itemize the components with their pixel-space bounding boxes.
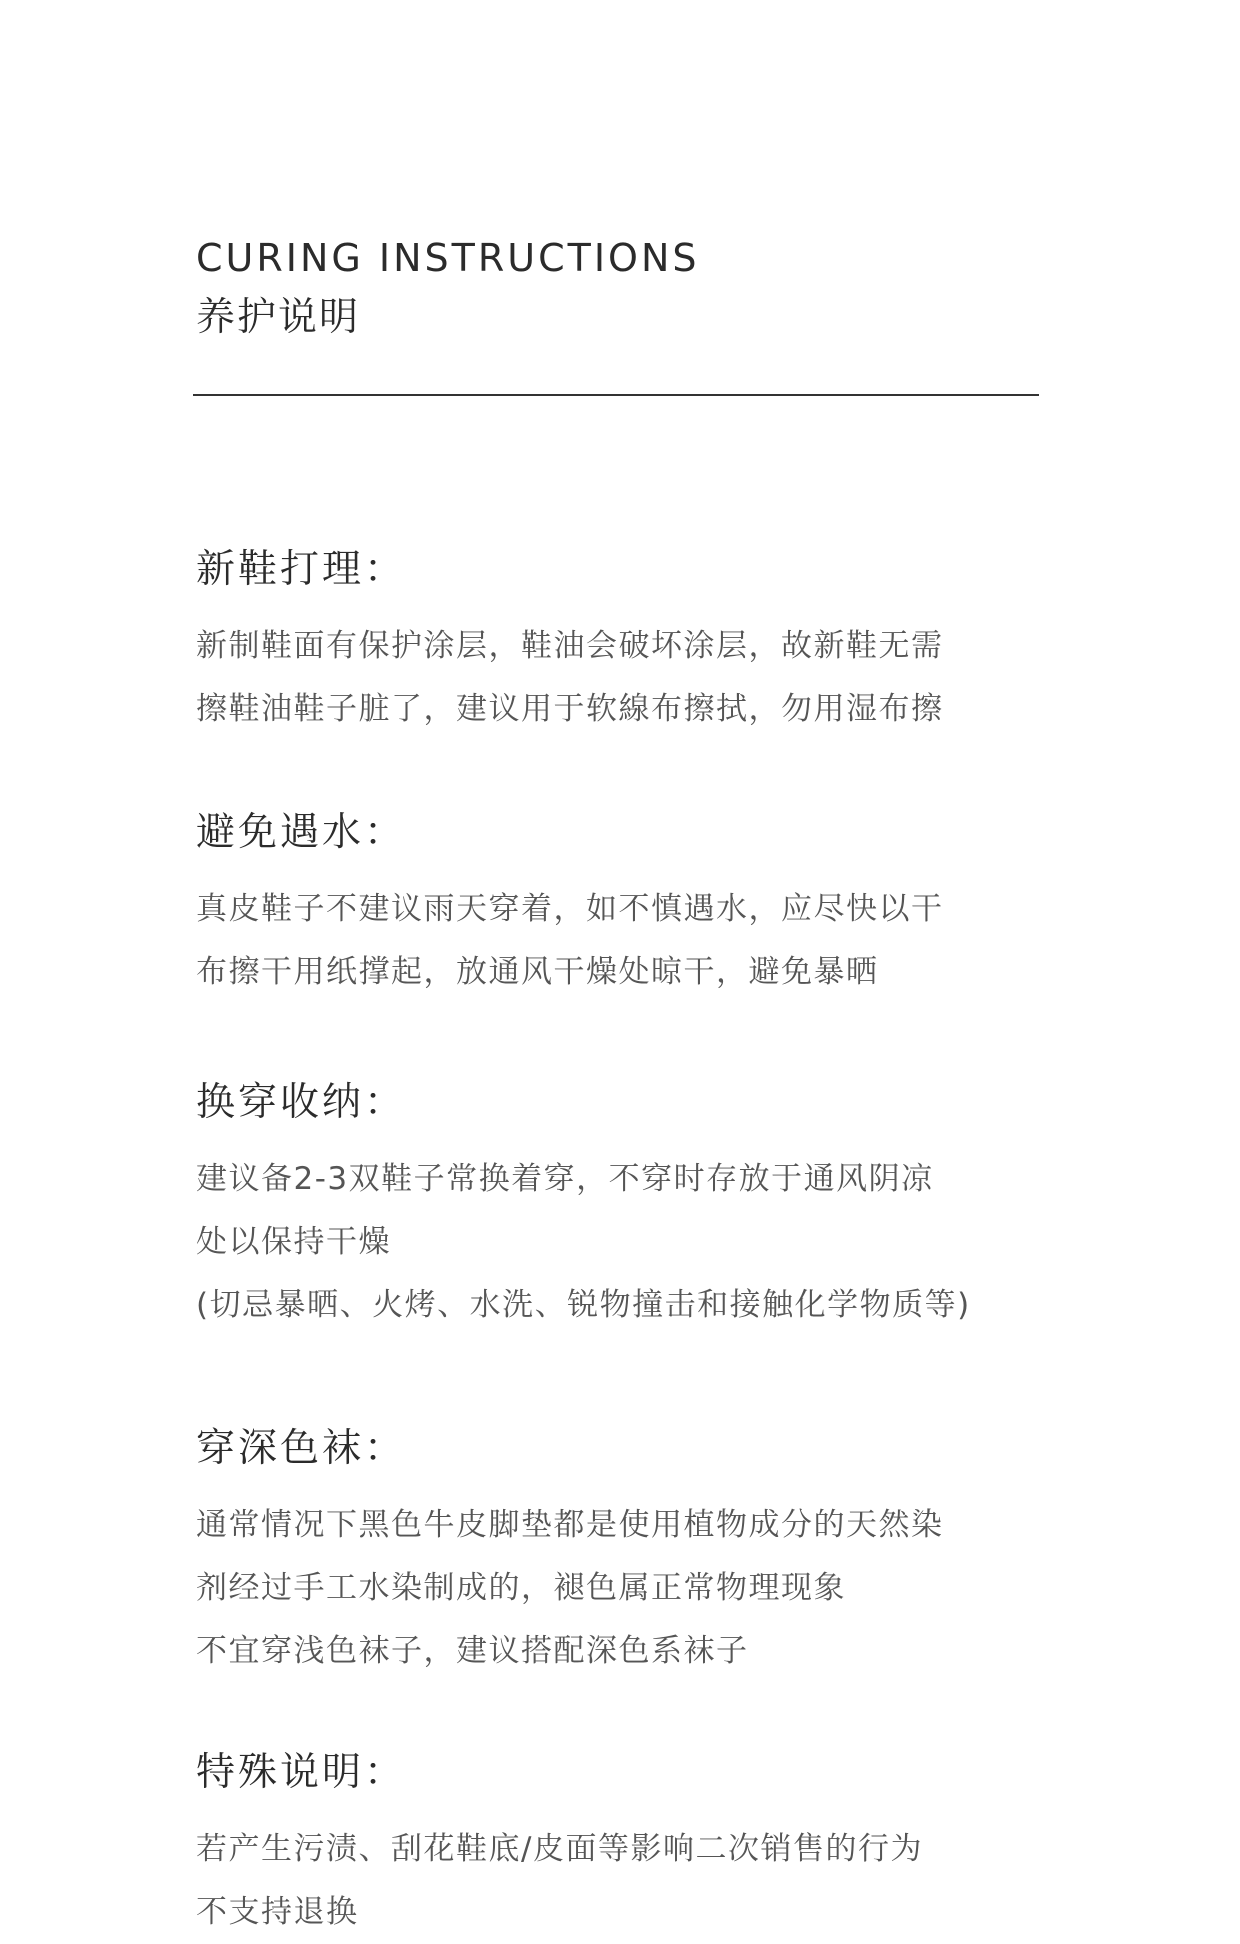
section-title: 穿深色袜： xyxy=(196,1426,407,1471)
section-text-line: 不宜穿浅色袜子，建议搭配深色系袜子 xyxy=(196,1633,749,1669)
section-text-line: 剂经过手工水染制成的，褪色属正常物理现象 xyxy=(196,1570,846,1606)
section-text-line: 建议备2-3双鞋子常换着穿，不穿时存放于通风阴凉 xyxy=(196,1161,934,1197)
section-text-line: 新制鞋面有保护涂层，鞋油会破坏涂层，故新鞋无需 xyxy=(196,628,944,664)
section-text-line: 真皮鞋子不建议雨天穿着，如不慎遇水，应尽快以干 xyxy=(196,891,944,927)
section-title: 避免遇水： xyxy=(196,810,407,855)
header-divider xyxy=(193,394,1039,396)
section-avoid-water xyxy=(196,808,1056,1004)
section-title: 换穿收纳： xyxy=(196,1080,407,1125)
section-text-line: 布擦干用纸撑起，放通风干燥处晾干，避免暴晒 xyxy=(196,954,879,990)
section-dark-socks xyxy=(196,1424,1056,1683)
page-title-english: CURING INSTRUCTIONS xyxy=(196,236,700,280)
section-title: 新鞋打理： xyxy=(196,547,407,592)
section-title: 特殊说明： xyxy=(196,1750,407,1795)
section-text-line: 若产生污渍、刮花鞋底/皮面等影响二次销售的行为 xyxy=(196,1831,923,1867)
section-text-line: 不支持退换 xyxy=(196,1894,359,1930)
section-text-line: 处以保持干燥 xyxy=(196,1224,391,1260)
page-title-chinese: 养护说明 xyxy=(196,295,361,340)
section-new-shoe-care xyxy=(196,545,1056,741)
section-text-line: 擦鞋油鞋子脏了，建议用于软線布擦拭，勿用湿布擦 xyxy=(196,691,944,727)
page-header xyxy=(196,232,700,346)
section-text-line: 通常情况下黑色牛皮脚垫都是使用植物成分的天然染 xyxy=(196,1507,944,1543)
section-text-line: (切忌暴晒、火烤、水洗、锐物撞击和接触化学物质等) xyxy=(196,1287,971,1323)
section-special-notes xyxy=(196,1748,1056,1944)
section-rotation-storage xyxy=(196,1078,1056,1337)
